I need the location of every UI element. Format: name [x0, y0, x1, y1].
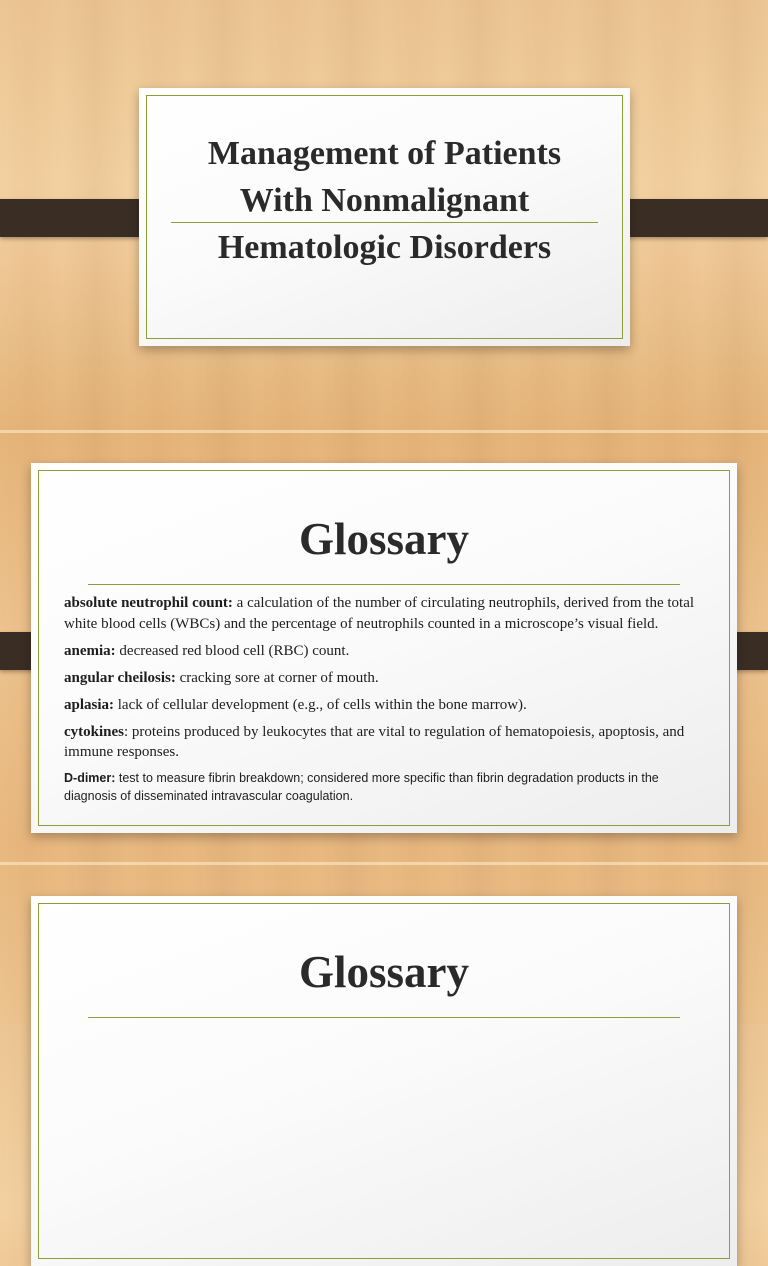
glossary-definition: cracking sore at corner of mouth. [175, 669, 379, 686]
glossary-term: cytokines [64, 723, 124, 740]
glossary-entry [64, 668, 707, 689]
glossary-list [64, 593, 707, 812]
slide-2-divider [88, 584, 680, 585]
glossary-entry [64, 641, 707, 662]
slide-2-title: Glossary [298, 514, 469, 564]
glossary-definition: a calculation of the number of circulating neutrophils, derived from the total white blood cells (WBCs) and the percentage of neutrophils counted in a microscope’s visual field. [64, 595, 695, 632]
slide-3-title: Glossary [298, 947, 469, 997]
glossary-entry [64, 722, 707, 763]
glossary-entry [64, 769, 707, 805]
wood-grain [0, 430, 768, 433]
glossary-term: angular cheilosis: [64, 669, 176, 686]
slide-1-divider [171, 222, 598, 223]
glossary-term: anemia: [64, 642, 116, 659]
glossary-entry [64, 695, 707, 716]
slide-1-right-tab [613, 199, 768, 237]
slide-3-glossary-slide[interactable] [31, 896, 737, 1266]
glossary-entry [64, 593, 707, 634]
glossary-definition: test to measure fibrin breakdown; considered more specific than fibrin degradation products in the diagnosis of disseminated intravascular coagulation. [64, 771, 659, 803]
slide-2-glossary-slide[interactable] [31, 463, 737, 833]
slide-1-title-slide[interactable] [139, 88, 630, 346]
glossary-definition: : proteins produced by leukocytes that are vital to regulation of hematopoiesis, apoptosis, and immune responses. [64, 723, 685, 760]
glossary-term: aplasia: [64, 696, 115, 713]
wood-grain [0, 862, 768, 865]
glossary-definition: lack of cellular development (e.g., of cells within the bone marrow). [114, 696, 527, 713]
slide-1-left-tab [0, 199, 156, 237]
slide-1-title: Management of Patients With Nonmalignant Hematologic Disorders [207, 135, 562, 266]
glossary-definition: decreased red blood cell (RBC) count. [115, 642, 350, 659]
glossary-term: D-dimer: [64, 771, 116, 785]
slide-3-divider [88, 1017, 680, 1018]
glossary-term: absolute neutrophil count: [64, 595, 233, 611]
